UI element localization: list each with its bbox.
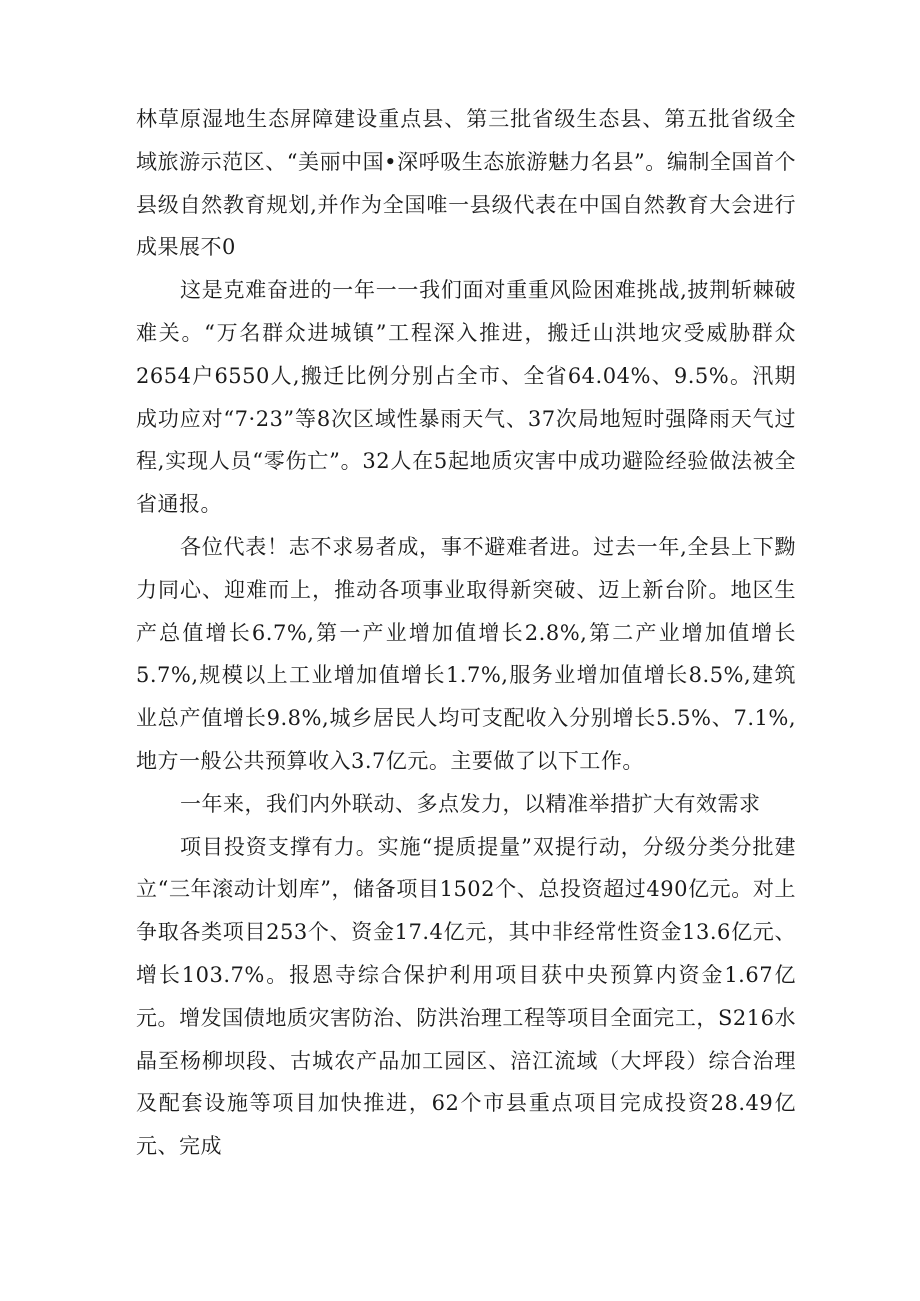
document-body [136, 98, 796, 1168]
paragraph-2: 这是克难奋进的一年一一我们面对重重风险困难挑战,披荆斩棘破难关。“万名群众进城镇”工程深入推进，搬迁山洪地灾受威胁群众2654户6550人,搬迁比例分别占全市、全省64.04%、9.5%。汛期成功应对“7·23”等8次区域性暴雨天气、37次局地短时强降雨天气过程,实现人员“零伤亡”。32人在5起地质灾害中成功避险经验做法被全省通报。 [136, 278, 796, 517]
paragraph-4: 一年来，我们内外联动、多点发力，以精准举措扩大有效需求 [180, 791, 761, 816]
paragraph-5: 项目投资支撑有力。实施“提质提量”双提行动，分级分类分批建立“三年滚动计划库”，储备项目1502个、总投资超过490亿元。对上争取各类项目253个、资金17.4亿元，其中非经常性资金13.6亿元、增长103.7%。报恩寺综合保护利用项目获中央预算内资金1.67亿元。增发国债地质灾害防治、防洪治理工程等项目全面完工，S216水晶至杨柳坝段、古城农产品加工园区、涪江流域（大坪段）综合治理及配套设施等项目加快推进，62个市县重点项目完成投资28.49亿元、完成 [136, 834, 796, 1159]
paragraph-1: 林草原湿地生态屏障建设重点县、第三批省级生态县、第五批省级全域旅游示范区、“美丽中国•深呼吸生态旅游魅力名县”。编制全国首个县级自然教育规划,并作为全国唯一县级代表在中国自然教育大会进行成果展不0 [136, 107, 796, 260]
paragraph-3: 各位代表！志不求易者成，事不避难者进。过去一年,全县上下黝力同心、迎难而上，推动各项事业取得新突破、迈上新台阶。地区生产总值增长6.7%,第一产业增加值增长2.8%,第二产业增加值增长5.7%,规模以上工业增加值增长1.7%,服务业增加值增长8.5%,建筑业总产值增长9.8%,城乡居民人均可支配收入分别增长5.5%、7.1%,地方一般公共预算收入3.7亿元。主要做了以下工作。 [136, 534, 796, 773]
